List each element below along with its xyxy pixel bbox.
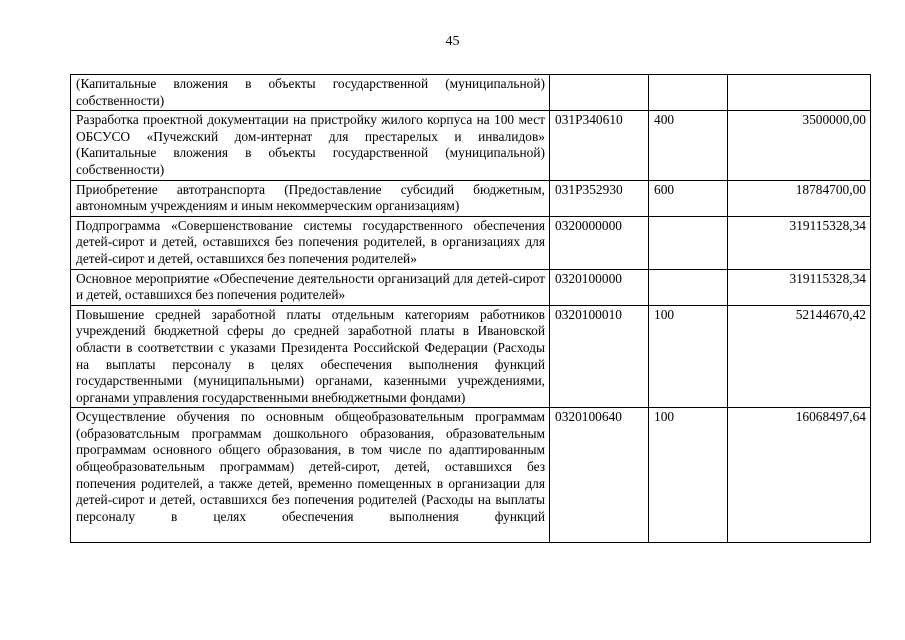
table-row (71, 180, 871, 216)
row-code-cell: 0320100640 (550, 408, 649, 543)
row-amount-cell (728, 75, 871, 111)
row-amount-cell: 18784700,00 (728, 180, 871, 216)
row-code-cell: 0320100000 (550, 269, 649, 305)
row-amount-cell: 16068497,64 (728, 408, 871, 543)
budget-table (70, 74, 871, 543)
row-name-cell: Повышение средней заработной платы отдельным категориям работников учреждений бюджетной сферы до средней заработной платы в Ивановской области в соответствии с указами Президента Российской Федерации (Расходы на выплаты персоналу в целях обеспечения выполнения функций государственными (муниципальными) органами, казенными учреждениями, органами управления государственными внебюджетными фондами) (71, 305, 550, 408)
row-expense-type-cell (649, 75, 728, 111)
row-expense-type-cell (649, 269, 728, 305)
row-code-cell: 031P352930 (550, 180, 649, 216)
row-code-cell: 0320100010 (550, 305, 649, 408)
row-code-cell: 0320000000 (550, 216, 649, 269)
row-expense-type-cell: 100 (649, 305, 728, 408)
row-expense-type-cell: 400 (649, 111, 728, 180)
table-row (71, 75, 871, 111)
row-expense-type-cell: 600 (649, 180, 728, 216)
row-name-cell: (Капитальные вложения в объекты государственной (муниципальной) собственности) (71, 75, 550, 111)
row-amount-cell: 319115328,34 (728, 216, 871, 269)
row-amount-cell: 319115328,34 (728, 269, 871, 305)
row-amount-cell: 52144670,42 (728, 305, 871, 408)
row-name-cell: Основное мероприятие «Обеспечение деятельности организаций для детей-сирот и детей, оставшихся без попечения родителей» (71, 269, 550, 305)
row-code-cell: 031P340610 (550, 111, 649, 180)
row-expense-type-cell (649, 216, 728, 269)
row-code-cell (550, 75, 649, 111)
table-row (71, 408, 871, 543)
row-name-cell: Приобретение автотранспорта (Предоставление субсидий бюджетным, автономным учреждениям и иным некоммерческим организациям) (71, 180, 550, 216)
row-amount-cell: 3500000,00 (728, 111, 871, 180)
table-row (71, 305, 871, 408)
row-name-cell: Разработка проектной документации на пристройку жилого корпуса на 100 мест ОБСУСО «Пучежский дом-интернат для престарелых и инвалидов» (Капитальные вложения в объекты государственной (муниципальной) собственности) (71, 111, 550, 180)
page-number: 45 (445, 34, 460, 49)
table-row (71, 216, 871, 269)
table-row (71, 269, 871, 305)
row-name-cell: Подпрограмма «Совершенствование системы государственного обеспечения детей-сирот и детей, оставшихся без попечения родителей, в организациях для детей-сирот и детей, оставшихся без попечения родителей» (71, 216, 550, 269)
table-row (71, 111, 871, 180)
row-name-cell (71, 408, 550, 543)
row-expense-type-cell: 100 (649, 408, 728, 543)
row-name-text: Осуществление обучения по основным общеобразовательным программам (образоватсльным программам дошкольного образования, образовательным программам основного общего образования, в том числе по адаптированным общеобразовательным программам) детей-сирот, детей, оставшихся без попечения родителей, а также детей, временно помещенных в организации для детей-сирот и детей, оставшихся без попечения родителей (Расходы на выплаты персоналу в целях обеспечения выполнения функций (76, 409, 545, 524)
